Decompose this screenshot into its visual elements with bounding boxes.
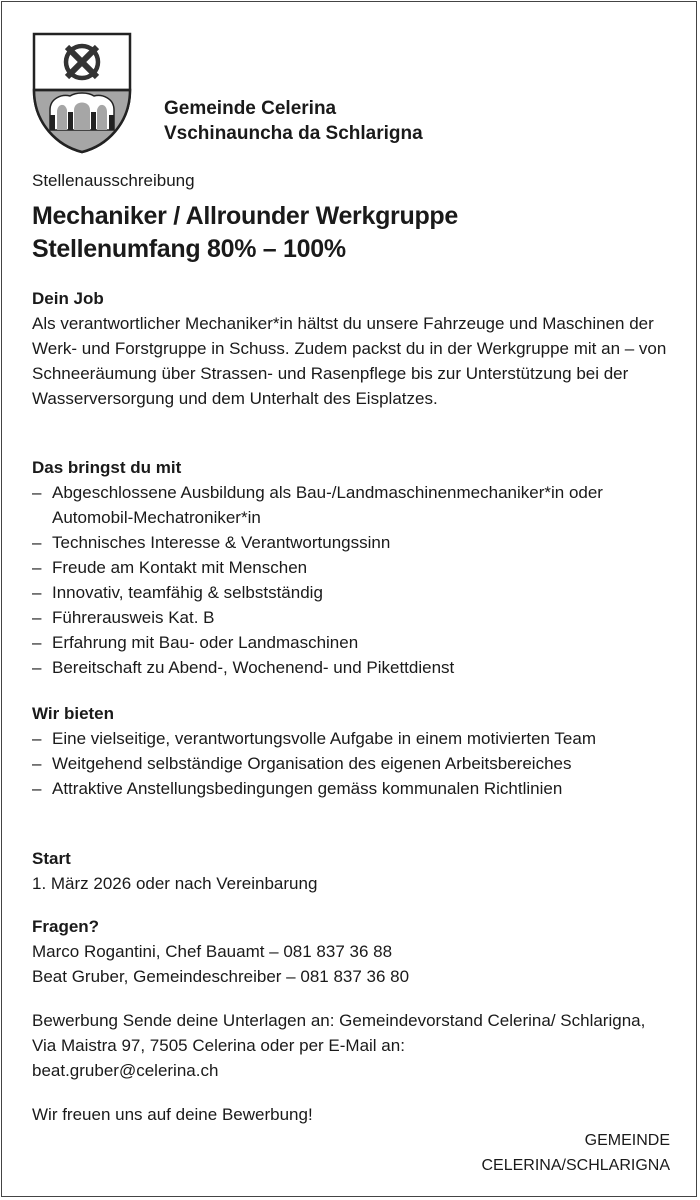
application-instructions: Bewerbung Sende deine Unterlagen an: Gemeindevorstand Celerina/ Schlarigna, Via Maistra 97, 7505 Celerina oder per E-Mail an: [32,1011,646,1055]
municipality-name-german: Gemeinde Celerina [164,98,337,119]
signature-line-1: GEMEINDE [584,1132,670,1149]
list-item: – Bereitschaft zu Abend-, Wochenend- und Pikettdienst [32,655,672,680]
job-workload: Stellenumfang 80% – 100% [32,235,346,263]
requirements-heading: Das bringst du mit [32,458,182,477]
list-item: – Weitgehend selbständige Organisation des eigenen Arbeitsbereiches [32,751,672,776]
municipality-name-romansh: Vschinauncha da Schlarigna [164,123,423,144]
job-section [32,286,672,411]
job-description: Als verantwortlicher Mechaniker*in hältst du unsere Fahrzeuge und Maschinen der Werk- und Forstgruppe in Schuss. Zudem packst du in der Werkgruppe mit an – von Schneeräumung über Strassen- und Rasenpflege bis zur Unterstützung bei der Wasserversorgung und dem Unterhalt des Eisplatzes. [32,314,667,408]
list-item: – Freude am Kontakt mit Menschen [32,555,672,580]
list-item: – Technisches Interesse & Verantwortungssinn [32,530,672,555]
list-item: – Attraktive Anstellungsbedingungen gemäss kommunalen Richtlinien [32,776,672,801]
job-title: Mechaniker / Allrounder Werkgruppe [32,202,459,230]
questions-section [32,914,672,989]
start-section [32,846,672,896]
application-email[interactable]: beat.gruber@celerina.ch [32,1061,219,1080]
start-date: 1. März 2026 oder nach Vereinbarung [32,874,318,893]
advert-type: Stellenausschreibung [32,171,195,190]
offer-heading: Wir bieten [32,704,115,723]
contact-gruber: Beat Gruber, Gemeindeschreiber – 081 837 36 80 [32,967,410,986]
requirements-section [32,455,672,680]
job-heading: Dein Job [32,289,104,308]
municipality-name [164,96,423,146]
list-item: – Führerausweis Kat. B [32,605,672,630]
closing-section [32,1102,672,1127]
application-section [32,1008,672,1083]
list-item: – Abgeschlossene Ausbildung als Bau-/Landmaschinenmechaniker*in oder Automobil-Mechatroniker*in [32,480,672,530]
start-heading: Start [32,849,71,868]
page-title [32,200,458,266]
questions-heading: Fragen? [32,917,100,936]
offer-section [32,701,672,801]
list-item: – Innovativ, teamfähig & selbstständig [32,580,672,605]
list-item: – Eine vielseitige, verantwortungsvolle Aufgabe in einem motivierten Team [32,726,672,751]
offer-list [32,726,672,801]
contact-rogantini: Marco Rogantini, Chef Bauamt – 081 837 36 88 [32,942,393,961]
requirements-list [32,480,672,680]
closing-text: Wir freuen uns auf deine Bewerbung! [32,1105,313,1124]
coat-of-arms-icon [32,32,132,154]
signature [32,1128,670,1178]
header [32,32,672,152]
signature-line-2: CELERINA/SCHLARIGNA [481,1157,670,1174]
list-item: – Erfahrung mit Bau- oder Landmaschinen [32,630,672,655]
